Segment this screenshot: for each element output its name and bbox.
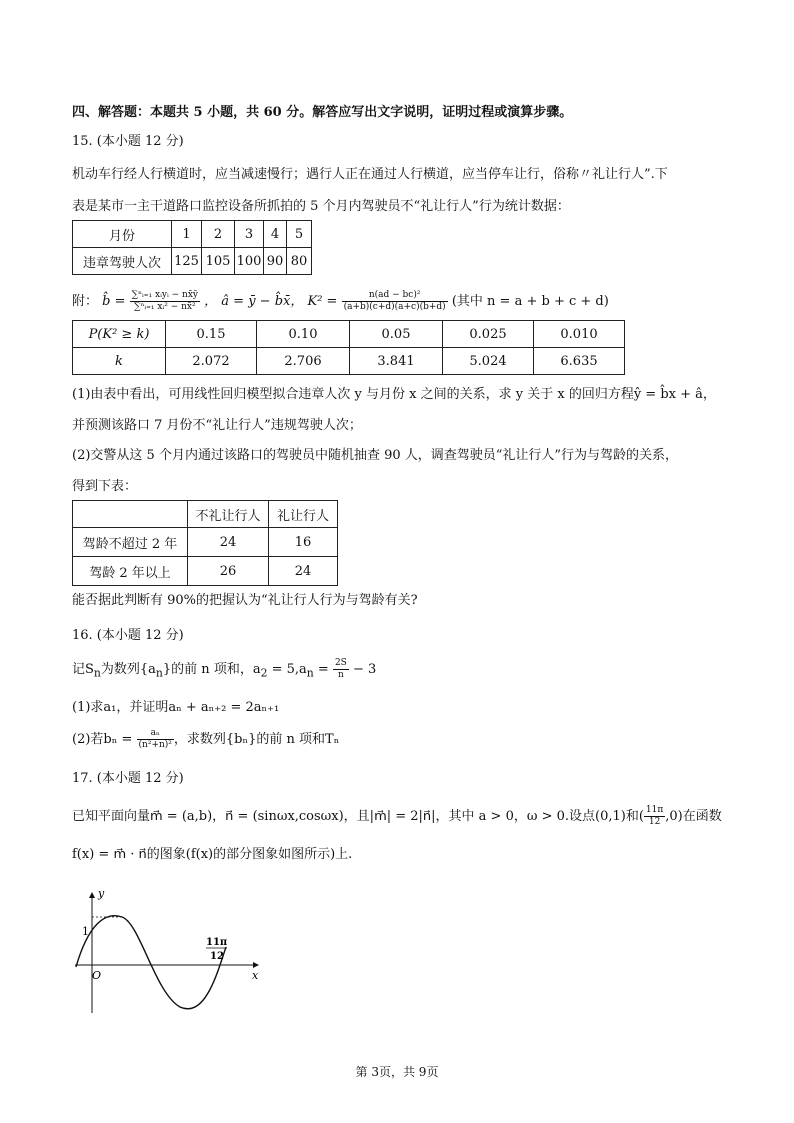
q15-part1-line2: 并预测该路口 7 月份不“礼让行人”违规驾驶人次； — [72, 418, 362, 433]
q15-question: 能否据此判断有 90%的把握认为“礼让行人行为与驾龄有关? — [72, 593, 418, 608]
q16-part2 — [72, 728, 339, 752]
q17-fraction — [644, 805, 665, 828]
table-cell: 0.10 — [257, 321, 350, 348]
q17-text: 已知平面向量m⃗ = (a,b)，n⃗ = (sinωx,cosωx)，且|m⃗| = 2|n⃗|，其中 a > 0，ω > 0.设点(0,1)和( — [72, 809, 644, 824]
table-cell: 3.841 — [350, 348, 443, 375]
y-axis-label: y — [98, 887, 105, 900]
q16-part2-text: ，求数列{bₙ}的前 n 项和Tₙ — [173, 732, 340, 747]
q16-stem — [72, 658, 376, 686]
table-cell: 4 — [264, 221, 287, 248]
table-cell: 驾龄不超过 2 年 — [73, 528, 188, 557]
y-one-label: 1 — [82, 925, 89, 938]
table-cell: 不礼让行人 — [188, 501, 269, 528]
q16-stem-text: }的前 n 项和，a — [162, 662, 261, 677]
table-cell: 2 — [202, 221, 235, 248]
subscript: n — [306, 666, 314, 680]
fraction-numerator: 2S — [334, 658, 347, 668]
b-hat-numerator: ∑ⁿᵢ₌₁ xᵢyᵢ − nx̄ȳ — [131, 290, 199, 300]
table-cell: 礼让行人 — [269, 501, 338, 528]
fraction-numerator: 11π — [645, 805, 664, 815]
a-hat-formula: ， â = ȳ − b̂x̄， K² = — [204, 294, 338, 309]
table-cell: 24 — [269, 557, 338, 586]
formula-line — [72, 290, 609, 314]
q17-text: ,0)在函数 — [665, 809, 722, 824]
b-hat-label: b̂ = — [102, 294, 126, 309]
table-cell: 24 — [188, 528, 269, 557]
tick-numerator: 11π — [206, 937, 228, 948]
table-cell: 3 — [235, 221, 264, 248]
table-cell: 0.010 — [534, 321, 625, 348]
page-footer: 第 3页，共 9页 — [355, 1065, 439, 1079]
table-cell: 125 — [172, 248, 202, 275]
q16-part2-fraction — [137, 728, 174, 751]
table-cell: 0.05 — [350, 321, 443, 348]
section-header: 四、解答题：本题共 5 小题，共 60 分。解答应写出文字说明，证明过程或演算步骤。 — [72, 105, 573, 120]
b-hat-denominator: ∑ⁿᵢ₌₁ xᵢ² − nx̄² — [134, 302, 196, 312]
q16-fraction — [333, 658, 349, 681]
b-hat-fraction — [130, 290, 200, 313]
q16-stem-text: 记S — [72, 662, 94, 677]
q17-title: 17. (本小题 12 分) — [72, 771, 184, 786]
table-cell: 5 — [287, 221, 312, 248]
table-cell: 驾龄 2 年以上 — [73, 557, 188, 586]
table-cell: P(K² ≥ k) — [73, 321, 166, 348]
subscript: 2 — [260, 666, 268, 680]
table-cell: 月份 — [73, 221, 172, 248]
table-cell: 105 — [202, 248, 235, 275]
k-denominator: (a+b)(c+d)(a+c)(b+d) — [343, 302, 446, 312]
table-cell: 5.024 — [443, 348, 534, 375]
driving-age-table — [72, 500, 338, 586]
table-cell: 1 — [172, 221, 202, 248]
q15-part2-line2: 得到下表： — [72, 479, 138, 494]
tick-denominator: 12 — [210, 951, 224, 962]
fraction-numerator: aₙ — [137, 728, 174, 740]
table-cell: 2.072 — [166, 348, 257, 375]
q16-stem-text: = 5,a — [267, 662, 307, 677]
table-cell: 0.025 — [443, 321, 534, 348]
k-suffix: (其中 n = a + b + c + d) — [451, 294, 609, 309]
fraction-denominator: (n²+n)² — [138, 740, 172, 750]
k-squared-fraction — [342, 290, 448, 313]
table-cell: 80 — [287, 248, 312, 275]
fraction-denominator: n — [337, 670, 344, 680]
critical-value-table — [72, 320, 625, 375]
origin-label: O — [92, 969, 102, 982]
q16-part2-text: (2)若bₙ = — [72, 732, 133, 747]
table-cell: 0.15 — [166, 321, 257, 348]
table-cell: 16 — [269, 528, 338, 557]
table-cell — [73, 501, 188, 528]
table-cell: 26 — [188, 557, 269, 586]
formula-prefix: 附： — [72, 294, 99, 309]
q16-title: 16. (本小题 12 分) — [72, 628, 184, 643]
q17-line1 — [72, 805, 722, 829]
table-cell: 90 — [264, 248, 287, 275]
q15-part2-line1: (2)交警从这 5 个月内通过该路口的驾驶员中随机抽查 90 人，调查驾驶员“礼让行人”行为与驾龄的关系， — [72, 448, 679, 463]
sine-curve — [76, 916, 226, 1009]
table-cell: 6.635 — [534, 348, 625, 375]
q15-intro-line2: 表是某市一主干道路口监控设备所抓拍的 5 个月内驾驶员不“礼让行人”行为统计数据： — [72, 199, 570, 214]
fraction-denominator: 12 — [648, 817, 661, 827]
table-cell: 违章驾驶人次 — [73, 248, 172, 275]
q15-intro-line1: 机动车行经人行横道时，应当减速慢行；遇行人正在通过人行横道，应当停车让行，俗称〃礼让行人”.下 — [72, 167, 668, 182]
q15-title: 15. (本小题 12 分) — [72, 134, 184, 149]
q15-part1-line1: (1)由表中看出，可用线性回归模型拟合违章人次 y 与月份 x 之间的关系，求 y 关于 x 的回归方程ŷ = b̂x + â， — [72, 387, 716, 402]
q16-stem-text: 为数列{a — [100, 662, 156, 677]
q16-part1: (1)求a₁，并证明aₙ + aₙ₊₂ = 2aₙ₊₁ — [72, 700, 280, 715]
violation-table — [72, 220, 312, 275]
subscript: n — [93, 666, 101, 680]
sine-graph-figure — [70, 885, 270, 1020]
q16-stem-text: = — [313, 662, 329, 677]
q17-line2: f(x) = m⃗ · n⃗的图象(f(x)的部分图象如图所示)上. — [72, 847, 353, 862]
table-cell: k — [73, 348, 166, 375]
x-axis-label: x — [252, 969, 259, 982]
table-cell: 2.706 — [257, 348, 350, 375]
table-cell: 100 — [235, 248, 264, 275]
q16-stem-text: − 3 — [348, 662, 377, 677]
subscript: n — [155, 666, 163, 680]
k-numerator: n(ad − bc)² — [342, 290, 448, 302]
